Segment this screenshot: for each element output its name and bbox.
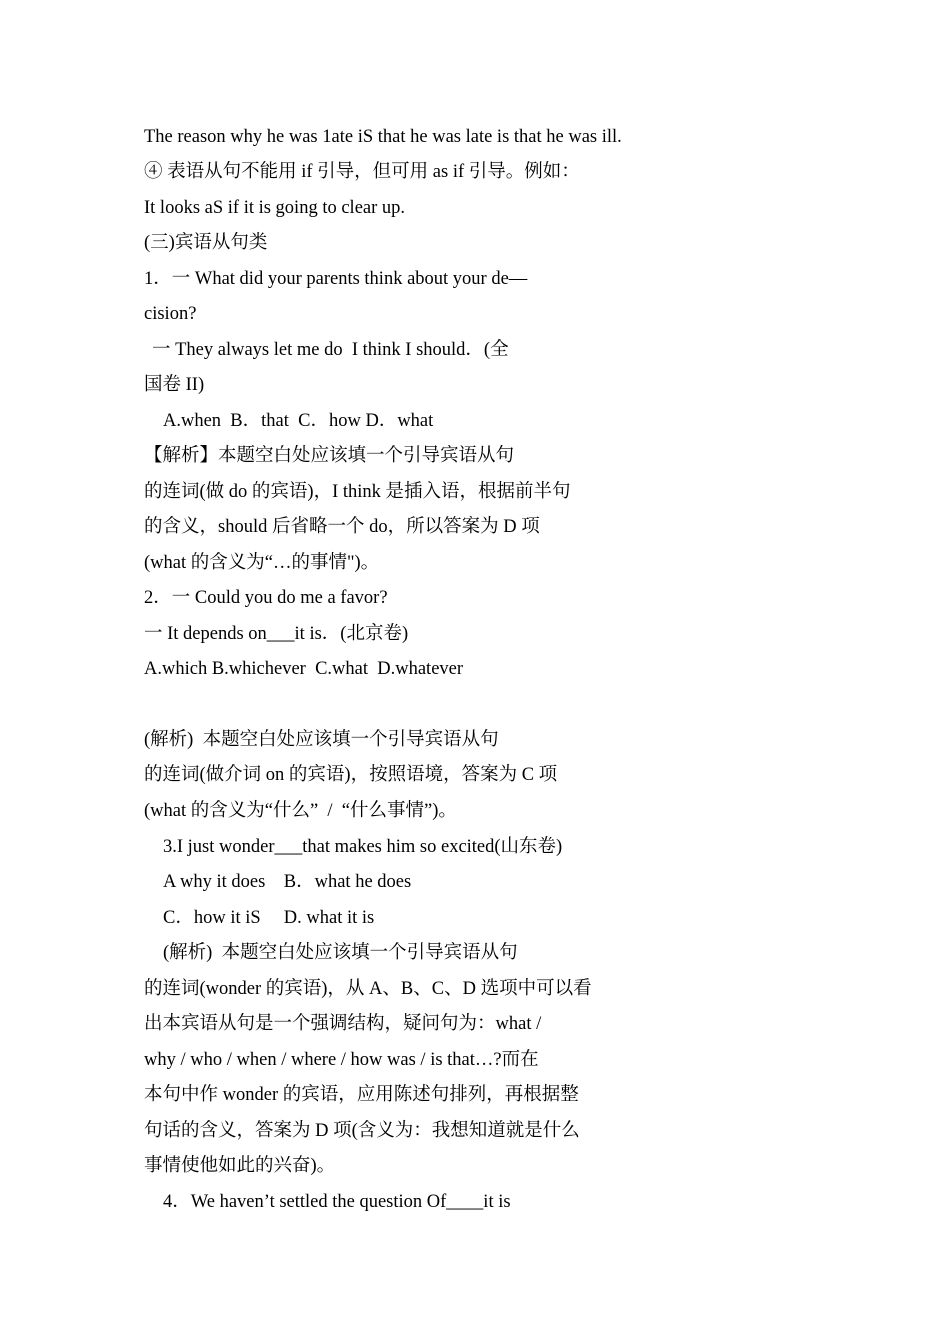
analysis-text: 的含义，should 后省略一个 do，所以答案为 D 项 (144, 517, 540, 537)
text-line: 一 They always let me do I think I should．(全 (152, 340, 509, 360)
text-line: ④ 表语从句不能用 if 引导，但可用 as if 引导。例如： (144, 162, 580, 182)
analysis-text: 【解析】本题空白处应该填一个引导宾语从句 (144, 446, 515, 466)
text-line: 国卷 II) (144, 375, 205, 395)
text-line: 一 It depends on___it is．(北京卷) (144, 624, 409, 644)
answer-options: A.which B.whichever C.what D.whatever (144, 659, 464, 679)
analysis-text: 的连词(做 do 的宾语)，I think 是插入语，根据前半句 (144, 482, 571, 502)
text-line: The reason why he was 1ate iS that he was late is that he was ill. (144, 127, 622, 147)
analysis-text: (what 的含义为“…的事情")。 (144, 553, 380, 573)
analysis-text: 句话的含义，答案为 D 项(含义为：我想知道就是什么 (144, 1121, 580, 1141)
answer-options: A.when B．that C．how D．what (163, 411, 434, 431)
analysis-text: 事情使他如此的兴奋)。 (144, 1156, 336, 1176)
analysis-text: 出本宾语从句是一个强调结构，疑问句为：what / (144, 1014, 542, 1034)
analysis-text: 本句中作 wonder 的宾语，应用陈述句排列，再根据整 (144, 1085, 579, 1105)
analysis-text: (解析) 本题空白处应该填一个引导宾语从句 (163, 943, 518, 963)
analysis-text: why / who / when / where / how was / is that…?而在 (144, 1050, 539, 1070)
text-line: It looks aS if it is going to clear up. (144, 198, 406, 218)
section-heading: (三)宾语从句类 (144, 233, 268, 253)
analysis-text: 的连词(wonder 的宾语)，从 A、B、C、D 选项中可以看 (144, 979, 592, 999)
answer-options: A why it does B．what he does (163, 872, 412, 892)
analysis-text: 的连词(做介词 on 的宾语)，按照语境，答案为 C 项 (144, 765, 558, 785)
analysis-text: (what 的含义为“什么” / “什么事情”)。 (144, 801, 457, 821)
text-line: cision? (144, 304, 197, 324)
question-2: 2．一 Could you do me a favor? (144, 588, 388, 608)
analysis-text: (解析) 本题空白处应该填一个引导宾语从句 (144, 730, 499, 750)
question-3: 3.I just wonder___that makes him so excited(山东卷) (163, 837, 563, 857)
question-1: 1．一 What did your parents think about your de— (144, 269, 528, 289)
answer-options: C．how it iS D. what it is (163, 908, 375, 928)
question-4: 4．We haven’t settled the question Of____it is (163, 1192, 511, 1212)
